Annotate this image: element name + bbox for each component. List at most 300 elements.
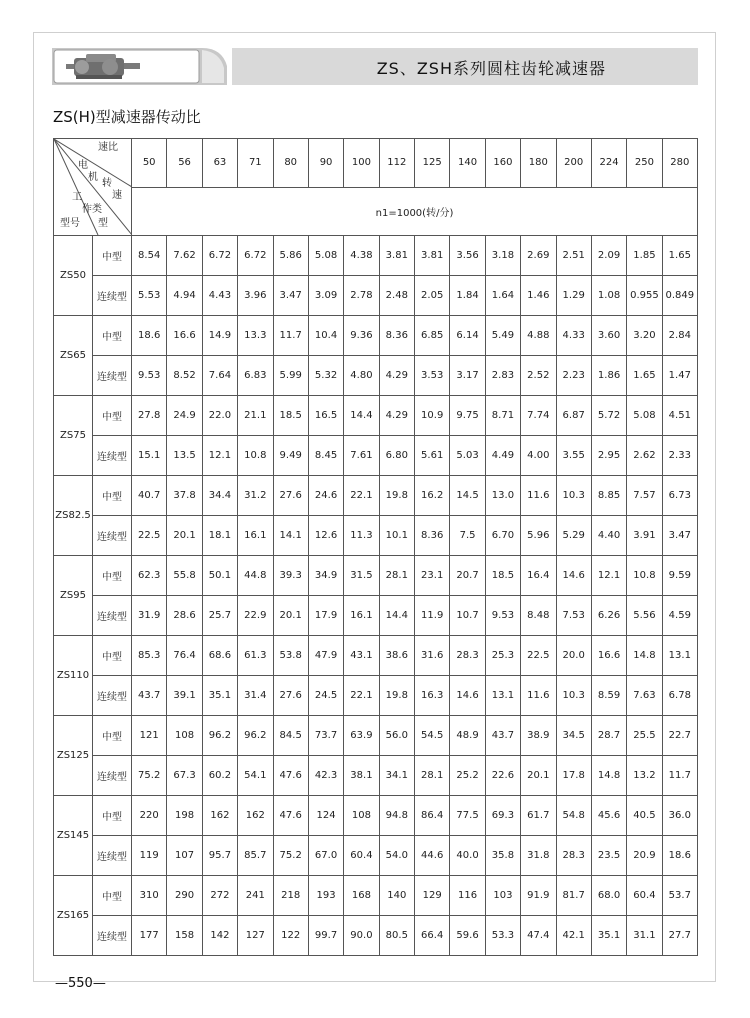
value-cell: 11.7 <box>662 756 697 796</box>
value-cell: 13.2 <box>627 756 662 796</box>
value-cell: 8.71 <box>485 396 520 436</box>
ratio-header-cell: 160 <box>485 139 520 188</box>
value-cell: 12.6 <box>308 516 343 556</box>
value-cell: 18.6 <box>662 836 697 876</box>
value-cell: 31.2 <box>238 476 273 516</box>
value-cell: 22.6 <box>485 756 520 796</box>
value-cell: 13.3 <box>238 316 273 356</box>
value-cell: 1.65 <box>627 356 662 396</box>
corner-label-ratio: 速比 <box>98 142 118 153</box>
table-row <box>54 836 698 876</box>
value-cell: 1.29 <box>556 276 591 316</box>
value-cell: 218 <box>273 876 308 916</box>
value-cell: 10.4 <box>308 316 343 356</box>
value-cell: 36.0 <box>662 796 697 836</box>
header-row-speed <box>54 187 698 236</box>
value-cell: 18.1 <box>202 516 237 556</box>
value-cell: 0.849 <box>662 276 697 316</box>
value-cell: 40.5 <box>627 796 662 836</box>
value-cell: 95.7 <box>202 836 237 876</box>
value-cell: 7.53 <box>556 596 591 636</box>
value-cell: 8.85 <box>591 476 626 516</box>
ratio-header-cell: 100 <box>344 139 379 188</box>
value-cell: 47.6 <box>273 796 308 836</box>
speed-condition-cell: n1=1000(转/分) <box>132 187 698 236</box>
value-cell: 73.7 <box>308 716 343 756</box>
value-cell: 6.83 <box>238 356 273 396</box>
value-cell: 10.9 <box>415 396 450 436</box>
value-cell: 4.59 <box>662 596 697 636</box>
value-cell: 35.1 <box>202 676 237 716</box>
value-cell: 6.87 <box>556 396 591 436</box>
ratio-header-cell: 280 <box>662 139 697 188</box>
value-cell: 85.3 <box>132 636 167 676</box>
value-cell: 14.6 <box>556 556 591 596</box>
value-cell: 9.59 <box>662 556 697 596</box>
table-row <box>54 396 698 436</box>
value-cell: 22.5 <box>521 636 556 676</box>
value-cell: 45.6 <box>591 796 626 836</box>
value-cell: 193 <box>308 876 343 916</box>
header-title: ZS、ZSH系列圆柱齿轮减速器 <box>376 59 606 78</box>
value-cell: 60.2 <box>202 756 237 796</box>
value-cell: 14.9 <box>202 316 237 356</box>
value-cell: 34.1 <box>379 756 414 796</box>
value-cell: 4.29 <box>379 356 414 396</box>
work-type-cell: 中型 <box>93 476 132 516</box>
value-cell: 220 <box>132 796 167 836</box>
value-cell: 27.8 <box>132 396 167 436</box>
value-cell: 3.53 <box>415 356 450 396</box>
value-cell: 60.4 <box>627 876 662 916</box>
value-cell: 17.8 <box>556 756 591 796</box>
corner-header <box>54 139 132 236</box>
value-cell: 4.94 <box>167 276 202 316</box>
value-cell: 31.9 <box>132 596 167 636</box>
value-cell: 3.47 <box>662 516 697 556</box>
value-cell: 50.1 <box>202 556 237 596</box>
value-cell: 43.7 <box>132 676 167 716</box>
value-cell: 16.2 <box>415 476 450 516</box>
value-cell: 1.86 <box>591 356 626 396</box>
value-cell: 2.95 <box>591 436 626 476</box>
table-row <box>54 476 698 516</box>
value-cell: 80.5 <box>379 916 414 956</box>
value-cell: 13.1 <box>485 676 520 716</box>
work-type-cell: 连续型 <box>93 916 132 956</box>
value-cell: 162 <box>202 796 237 836</box>
value-cell: 1.84 <box>450 276 485 316</box>
value-cell: 290 <box>167 876 202 916</box>
value-cell: 9.53 <box>485 596 520 636</box>
value-cell: 61.3 <box>238 636 273 676</box>
value-cell: 6.70 <box>485 516 520 556</box>
value-cell: 55.8 <box>167 556 202 596</box>
value-cell: 40.0 <box>450 836 485 876</box>
value-cell: 3.56 <box>450 236 485 276</box>
value-cell: 3.18 <box>485 236 520 276</box>
gear-reducer-logo-icon <box>52 48 227 85</box>
corner-label-speed: 速 <box>112 190 122 201</box>
value-cell: 44.8 <box>238 556 273 596</box>
value-cell: 38.6 <box>379 636 414 676</box>
value-cell: 108 <box>344 796 379 836</box>
value-cell: 43.7 <box>485 716 520 756</box>
value-cell: 3.17 <box>450 356 485 396</box>
value-cell: 122 <box>273 916 308 956</box>
value-cell: 13.1 <box>662 636 697 676</box>
ratio-table <box>53 138 698 956</box>
section-title: ZS(H)型减速器传动比 <box>53 108 201 126</box>
value-cell: 47.4 <box>521 916 556 956</box>
value-cell: 7.74 <box>521 396 556 436</box>
value-cell: 47.9 <box>308 636 343 676</box>
value-cell: 35.8 <box>485 836 520 876</box>
value-cell: 6.78 <box>662 676 697 716</box>
value-cell: 4.40 <box>591 516 626 556</box>
value-cell: 24.5 <box>308 676 343 716</box>
value-cell: 11.3 <box>344 516 379 556</box>
value-cell: 129 <box>415 876 450 916</box>
value-cell: 3.81 <box>379 236 414 276</box>
value-cell: 14.8 <box>591 756 626 796</box>
value-cell: 4.29 <box>379 396 414 436</box>
value-cell: 34.9 <box>308 556 343 596</box>
value-cell: 22.0 <box>202 396 237 436</box>
value-cell: 7.62 <box>167 236 202 276</box>
value-cell: 14.4 <box>379 596 414 636</box>
value-cell: 7.57 <box>627 476 662 516</box>
value-cell: 2.62 <box>627 436 662 476</box>
value-cell: 59.6 <box>450 916 485 956</box>
value-cell: 35.1 <box>591 916 626 956</box>
value-cell: 22.1 <box>344 476 379 516</box>
value-cell: 2.23 <box>556 356 591 396</box>
value-cell: 67.3 <box>167 756 202 796</box>
value-cell: 8.36 <box>415 516 450 556</box>
work-type-cell: 中型 <box>93 236 132 276</box>
value-cell: 24.9 <box>167 396 202 436</box>
value-cell: 28.1 <box>415 756 450 796</box>
value-cell: 96.2 <box>238 716 273 756</box>
value-cell: 31.8 <box>521 836 556 876</box>
value-cell: 53.8 <box>273 636 308 676</box>
value-cell: 12.1 <box>202 436 237 476</box>
value-cell: 3.60 <box>591 316 626 356</box>
table-row <box>54 876 698 916</box>
value-cell: 75.2 <box>132 756 167 796</box>
ratio-header-cell: 200 <box>556 139 591 188</box>
value-cell: 27.7 <box>662 916 697 956</box>
value-cell: 16.1 <box>238 516 273 556</box>
value-cell: 6.80 <box>379 436 414 476</box>
value-cell: 103 <box>485 876 520 916</box>
value-cell: 94.8 <box>379 796 414 836</box>
value-cell: 8.59 <box>591 676 626 716</box>
value-cell: 85.7 <box>238 836 273 876</box>
value-cell: 61.7 <box>521 796 556 836</box>
value-cell: 5.03 <box>450 436 485 476</box>
value-cell: 10.3 <box>556 676 591 716</box>
value-cell: 1.47 <box>662 356 697 396</box>
ratio-header-cell: 50 <box>132 139 167 188</box>
table-row <box>54 716 698 756</box>
value-cell: 84.5 <box>273 716 308 756</box>
value-cell: 4.51 <box>662 396 697 436</box>
value-cell: 198 <box>167 796 202 836</box>
value-cell: 4.49 <box>485 436 520 476</box>
corner-label-work: 作 <box>82 204 92 215</box>
value-cell: 53.7 <box>662 876 697 916</box>
value-cell: 31.4 <box>238 676 273 716</box>
value-cell: 158 <box>167 916 202 956</box>
value-cell: 124 <box>308 796 343 836</box>
value-cell: 63.9 <box>344 716 379 756</box>
value-cell: 2.52 <box>521 356 556 396</box>
value-cell: 86.4 <box>415 796 450 836</box>
value-cell: 8.36 <box>379 316 414 356</box>
value-cell: 16.1 <box>344 596 379 636</box>
value-cell: 241 <box>238 876 273 916</box>
value-cell: 20.7 <box>450 556 485 596</box>
ratio-header-cell: 112 <box>379 139 414 188</box>
model-cell: ZS145 <box>54 796 93 876</box>
value-cell: 1.64 <box>485 276 520 316</box>
model-cell: ZS110 <box>54 636 93 716</box>
value-cell: 2.84 <box>662 316 697 356</box>
value-cell: 272 <box>202 876 237 916</box>
value-cell: 99.7 <box>308 916 343 956</box>
value-cell: 67.0 <box>308 836 343 876</box>
value-cell: 4.00 <box>521 436 556 476</box>
value-cell: 1.08 <box>591 276 626 316</box>
model-cell: ZS82.5 <box>54 476 93 556</box>
value-cell: 7.61 <box>344 436 379 476</box>
value-cell: 2.05 <box>415 276 450 316</box>
value-cell: 7.5 <box>450 516 485 556</box>
model-cell: ZS125 <box>54 716 93 796</box>
value-cell: 75.2 <box>273 836 308 876</box>
value-cell: 9.53 <box>132 356 167 396</box>
value-cell: 5.61 <box>415 436 450 476</box>
value-cell: 142 <box>202 916 237 956</box>
value-cell: 11.6 <box>521 476 556 516</box>
model-cell: ZS75 <box>54 396 93 476</box>
value-cell: 19.8 <box>379 476 414 516</box>
ratio-header-cell: 63 <box>202 139 237 188</box>
value-cell: 121 <box>132 716 167 756</box>
value-cell: 16.3 <box>415 676 450 716</box>
value-cell: 1.65 <box>662 236 697 276</box>
value-cell: 28.3 <box>450 636 485 676</box>
value-cell: 5.53 <box>132 276 167 316</box>
value-cell: 43.1 <box>344 636 379 676</box>
value-cell: 24.6 <box>308 476 343 516</box>
value-cell: 25.5 <box>627 716 662 756</box>
value-cell: 4.88 <box>521 316 556 356</box>
work-type-cell: 中型 <box>93 636 132 676</box>
value-cell: 22.5 <box>132 516 167 556</box>
corner-label-work: 工 <box>72 192 82 203</box>
value-cell: 22.9 <box>238 596 273 636</box>
value-cell: 3.55 <box>556 436 591 476</box>
ratio-header-cell: 56 <box>167 139 202 188</box>
value-cell: 4.33 <box>556 316 591 356</box>
value-cell: 2.51 <box>556 236 591 276</box>
value-cell: 10.8 <box>238 436 273 476</box>
value-cell: 2.48 <box>379 276 414 316</box>
value-cell: 28.7 <box>591 716 626 756</box>
value-cell: 11.7 <box>273 316 308 356</box>
value-cell: 17.9 <box>308 596 343 636</box>
value-cell: 4.80 <box>344 356 379 396</box>
value-cell: 11.9 <box>415 596 450 636</box>
value-cell: 7.64 <box>202 356 237 396</box>
value-cell: 20.1 <box>273 596 308 636</box>
value-cell: 13.0 <box>485 476 520 516</box>
value-cell: 10.8 <box>627 556 662 596</box>
value-cell: 14.8 <box>627 636 662 676</box>
value-cell: 9.49 <box>273 436 308 476</box>
value-cell: 4.38 <box>344 236 379 276</box>
value-cell: 3.81 <box>415 236 450 276</box>
value-cell: 6.72 <box>202 236 237 276</box>
ratio-header-cell: 224 <box>591 139 626 188</box>
value-cell: 76.4 <box>167 636 202 676</box>
ratio-header-cell: 80 <box>273 139 308 188</box>
ratio-header-cell: 71 <box>238 139 273 188</box>
value-cell: 310 <box>132 876 167 916</box>
value-cell: 6.14 <box>450 316 485 356</box>
value-cell: 1.46 <box>521 276 556 316</box>
value-cell: 18.5 <box>485 556 520 596</box>
value-cell: 5.49 <box>485 316 520 356</box>
value-cell: 18.6 <box>132 316 167 356</box>
work-type-cell: 中型 <box>93 396 132 436</box>
corner-label-motor: 机 <box>88 172 98 183</box>
value-cell: 20.1 <box>521 756 556 796</box>
value-cell: 6.73 <box>662 476 697 516</box>
value-cell: 5.08 <box>308 236 343 276</box>
value-cell: 3.47 <box>273 276 308 316</box>
value-cell: 42.1 <box>556 916 591 956</box>
value-cell: 5.86 <box>273 236 308 276</box>
value-cell: 15.1 <box>132 436 167 476</box>
value-cell: 6.85 <box>415 316 450 356</box>
value-cell: 56.0 <box>379 716 414 756</box>
table-row <box>54 756 698 796</box>
value-cell: 5.32 <box>308 356 343 396</box>
value-cell: 14.5 <box>450 476 485 516</box>
value-cell: 19.8 <box>379 676 414 716</box>
value-cell: 9.36 <box>344 316 379 356</box>
value-cell: 116 <box>450 876 485 916</box>
model-cell: ZS65 <box>54 316 93 396</box>
value-cell: 0.955 <box>627 276 662 316</box>
model-cell: ZS50 <box>54 236 93 316</box>
value-cell: 18.5 <box>273 396 308 436</box>
value-cell: 28.3 <box>556 836 591 876</box>
table-row <box>54 556 698 596</box>
value-cell: 14.6 <box>450 676 485 716</box>
ratio-header-cell: 180 <box>521 139 556 188</box>
work-type-cell: 连续型 <box>93 436 132 476</box>
value-cell: 42.3 <box>308 756 343 796</box>
value-cell: 5.72 <box>591 396 626 436</box>
value-cell: 16.6 <box>591 636 626 676</box>
value-cell: 10.1 <box>379 516 414 556</box>
value-cell: 25.7 <box>202 596 237 636</box>
table-row <box>54 796 698 836</box>
value-cell: 53.3 <box>485 916 520 956</box>
value-cell: 140 <box>379 876 414 916</box>
work-type-cell: 连续型 <box>93 836 132 876</box>
value-cell: 6.26 <box>591 596 626 636</box>
value-cell: 2.33 <box>662 436 697 476</box>
value-cell: 2.78 <box>344 276 379 316</box>
work-type-cell: 连续型 <box>93 356 132 396</box>
value-cell: 5.96 <box>521 516 556 556</box>
value-cell: 48.9 <box>450 716 485 756</box>
value-cell: 34.4 <box>202 476 237 516</box>
corner-label-model: 型号 <box>60 218 80 229</box>
value-cell: 8.45 <box>308 436 343 476</box>
model-cell: ZS95 <box>54 556 93 636</box>
corner-label-type: 型 <box>98 218 108 229</box>
value-cell: 54.1 <box>238 756 273 796</box>
work-type-cell: 中型 <box>93 876 132 916</box>
table-row <box>54 636 698 676</box>
value-cell: 177 <box>132 916 167 956</box>
value-cell: 23.1 <box>415 556 450 596</box>
table-row <box>54 276 698 316</box>
work-type-cell: 连续型 <box>93 276 132 316</box>
value-cell: 4.43 <box>202 276 237 316</box>
value-cell: 28.6 <box>167 596 202 636</box>
value-cell: 107 <box>167 836 202 876</box>
work-type-cell: 连续型 <box>93 756 132 796</box>
value-cell: 31.6 <box>415 636 450 676</box>
value-cell: 8.54 <box>132 236 167 276</box>
value-cell: 119 <box>132 836 167 876</box>
table-row <box>54 316 698 356</box>
value-cell: 25.3 <box>485 636 520 676</box>
value-cell: 34.5 <box>556 716 591 756</box>
value-cell: 9.75 <box>450 396 485 436</box>
value-cell: 10.3 <box>556 476 591 516</box>
value-cell: 47.6 <box>273 756 308 796</box>
value-cell: 90.0 <box>344 916 379 956</box>
value-cell: 68.0 <box>591 876 626 916</box>
value-cell: 38.1 <box>344 756 379 796</box>
corner-label-motor: 电 <box>78 160 88 171</box>
header-bar <box>52 48 698 85</box>
value-cell: 8.52 <box>167 356 202 396</box>
value-cell: 96.2 <box>202 716 237 756</box>
value-cell: 39.1 <box>167 676 202 716</box>
value-cell: 16.6 <box>167 316 202 356</box>
work-type-cell: 中型 <box>93 716 132 756</box>
table-row <box>54 356 698 396</box>
value-cell: 62.3 <box>132 556 167 596</box>
ratio-header-cell: 90 <box>308 139 343 188</box>
work-type-cell: 连续型 <box>93 676 132 716</box>
value-cell: 54.5 <box>415 716 450 756</box>
value-cell: 16.5 <box>308 396 343 436</box>
ratio-header-cell: 250 <box>627 139 662 188</box>
value-cell: 31.1 <box>627 916 662 956</box>
work-type-cell: 连续型 <box>93 516 132 556</box>
